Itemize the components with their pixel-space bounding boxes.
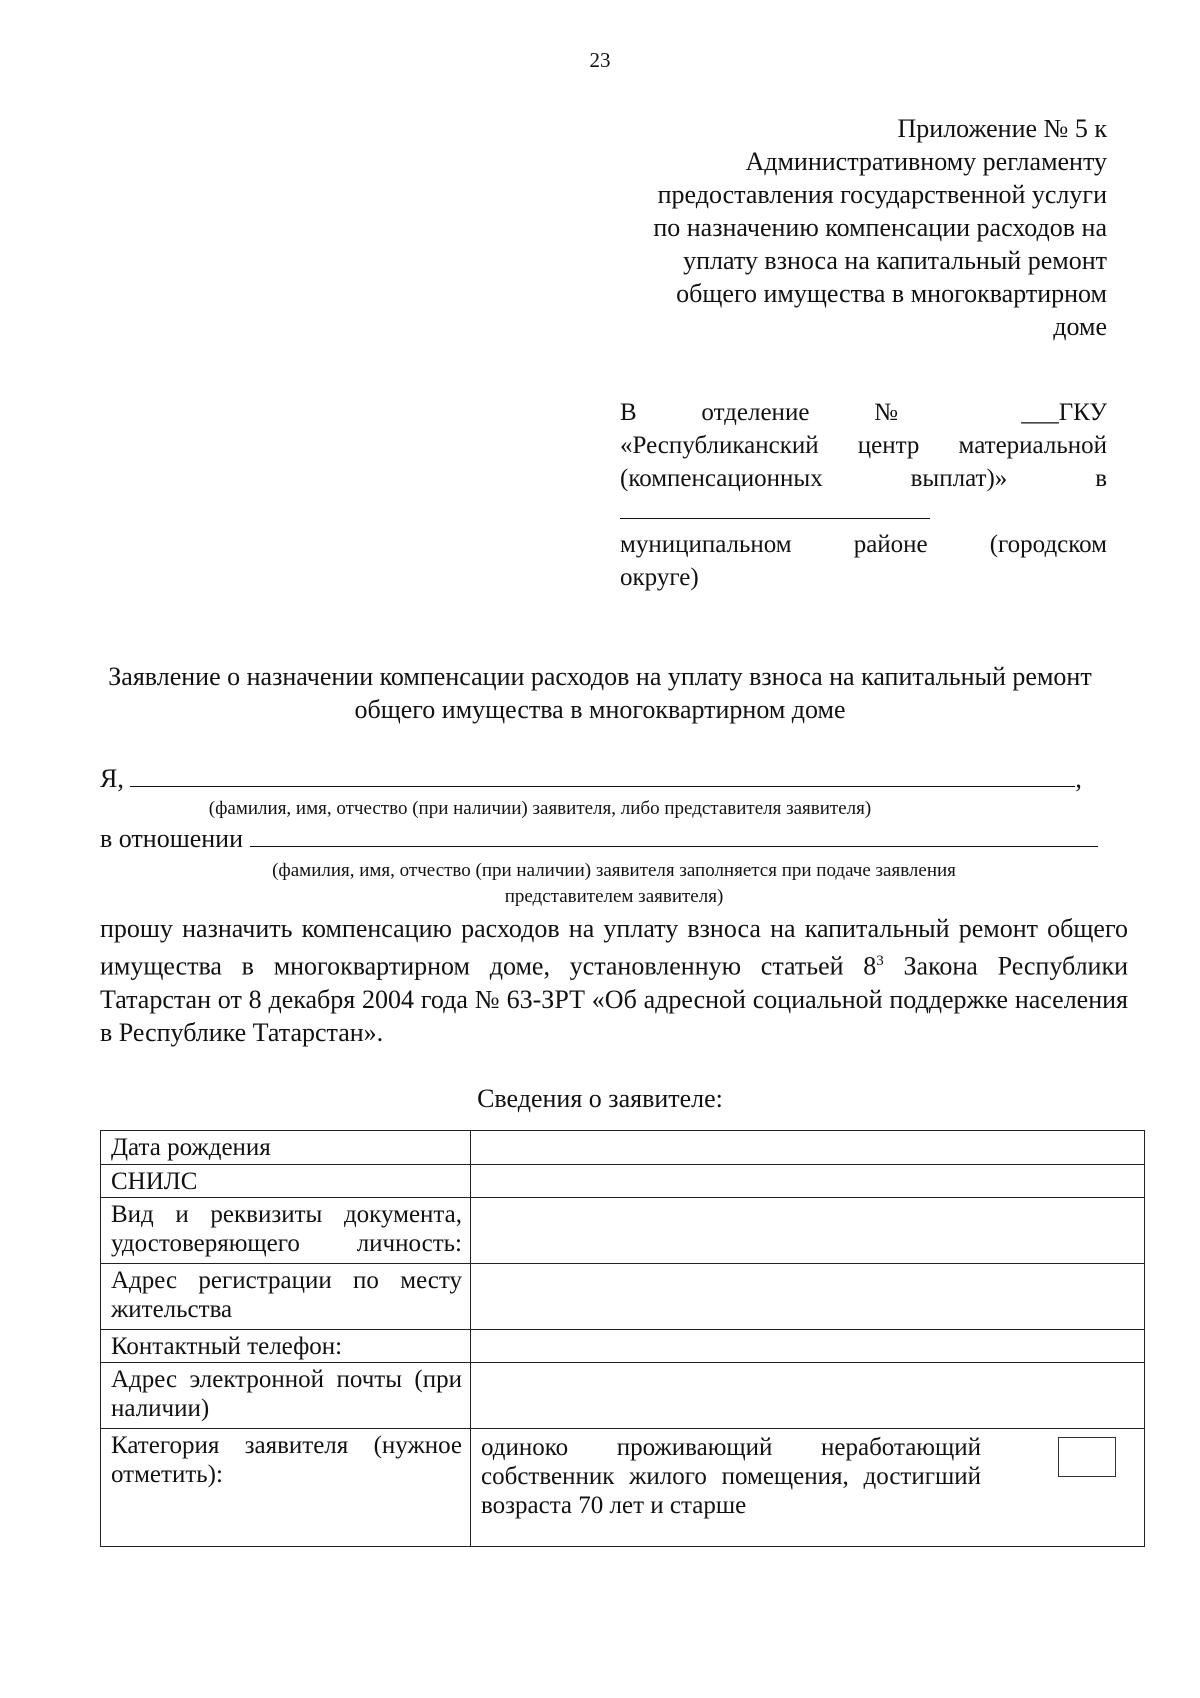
relation-name-blank[interactable] bbox=[250, 824, 1098, 847]
appendix-line: уплату взноса на капитальный ремонт bbox=[683, 246, 1107, 275]
request-superscript: 3 bbox=[876, 953, 884, 969]
addressee-word: № bbox=[874, 399, 957, 426]
addressee-line-5 bbox=[620, 528, 1107, 561]
addressee-word: ___ГКУ bbox=[1021, 399, 1108, 426]
table-row bbox=[101, 1330, 1145, 1363]
category-option-text: одиноко проживающий неработающий собственник жилого помещения, достигший возраста 70 лет и старше bbox=[481, 1434, 981, 1519]
addressee-line-2 bbox=[620, 429, 1107, 462]
applicant-caption: (фамилия, имя, отчество (при наличии) заявителя, либо представителя заявителя) bbox=[208, 798, 872, 819]
relation-caption-line: представителем заявителя) bbox=[504, 886, 724, 907]
addressee-word: центр bbox=[857, 432, 920, 459]
appendix-line: по назначению компенсации расходов на bbox=[653, 213, 1107, 242]
category-cell bbox=[471, 1429, 1145, 1547]
addressee-word: «Республиканский bbox=[620, 432, 819, 459]
addressee-line-1 bbox=[620, 396, 1107, 429]
addressee-word: отделение bbox=[701, 399, 810, 426]
request-text: прошу назначить компенсацию расходов на уплату взноса на капитальный ремонт общего имущества в многоквартирном доме, установленную статьей 8 bbox=[100, 914, 1128, 981]
id-document-label: Вид и реквизиты документа, удостоверяющего личность: bbox=[101, 1198, 471, 1264]
addressee-block bbox=[620, 396, 1107, 594]
addressee-line-6: округе) bbox=[620, 564, 699, 591]
table-row bbox=[101, 1363, 1145, 1429]
table-row bbox=[101, 1198, 1145, 1264]
phone-label: Контактный телефон: bbox=[101, 1330, 471, 1363]
relation-line bbox=[100, 824, 1098, 854]
table-row bbox=[101, 1131, 1145, 1165]
relation-prefix: в отношении bbox=[100, 824, 244, 853]
table-row bbox=[101, 1165, 1145, 1198]
applicant-prefix: Я, bbox=[100, 764, 124, 793]
applicant-name-blank[interactable] bbox=[130, 764, 1075, 787]
document-title: Заявление о назначении компенсации расходов на уплату взноса на капитальный ремонт общего имущества в многоквартирном доме bbox=[108, 662, 1092, 724]
address-field[interactable] bbox=[471, 1264, 1145, 1330]
addressee-word: муниципальном bbox=[620, 531, 792, 558]
addressee-word: (компенсационных bbox=[620, 465, 823, 492]
addressee-word: (городском bbox=[989, 531, 1107, 558]
relation-caption bbox=[100, 858, 1128, 910]
addressee-word: В bbox=[620, 399, 637, 426]
appendix-line: доме bbox=[1053, 312, 1107, 341]
district-blank-line[interactable] bbox=[620, 495, 1107, 528]
address-label: Адрес регистрации по месту жительства bbox=[101, 1264, 471, 1330]
addressee-word: районе bbox=[853, 531, 928, 558]
addressee-word: материальной bbox=[958, 432, 1107, 459]
request-paragraph bbox=[100, 912, 1128, 1049]
applicant-name-line bbox=[100, 764, 1082, 794]
category-checkbox[interactable] bbox=[1058, 1437, 1116, 1477]
birth-date-field[interactable] bbox=[471, 1131, 1145, 1165]
appendix-line: Приложение № 5 к bbox=[897, 114, 1107, 143]
category-label: Категория заявителя (нужное отметить): bbox=[101, 1429, 471, 1547]
addressee-word: в bbox=[1095, 465, 1107, 492]
id-document-field[interactable] bbox=[471, 1198, 1145, 1264]
table-row bbox=[101, 1264, 1145, 1330]
section-title: Сведения о заявителе: bbox=[477, 1084, 723, 1113]
birth-date-label: Дата рождения bbox=[101, 1131, 471, 1165]
table-row bbox=[101, 1429, 1145, 1547]
request-text: Закона Республики Татарстан от 8 декабря 2004 года № 63-ЗРТ «Об адресной социальной поддержке населения в Республике Татарстан». bbox=[100, 951, 1129, 1047]
appendix-line: предоставления государственной услуги bbox=[657, 180, 1107, 209]
district-blank[interactable] bbox=[620, 496, 930, 519]
email-field[interactable] bbox=[471, 1363, 1145, 1429]
appendix-line: Административному регламенту bbox=[745, 147, 1107, 176]
snils-field[interactable] bbox=[471, 1165, 1145, 1198]
applicant-info-table bbox=[100, 1130, 1145, 1547]
phone-field[interactable] bbox=[471, 1330, 1145, 1363]
addressee-word: выплат)» bbox=[910, 465, 1008, 492]
appendix-line: общего имущества в многоквартирном bbox=[676, 279, 1107, 308]
page-number: 23 bbox=[589, 48, 611, 72]
appendix-header bbox=[587, 112, 1107, 343]
relation-caption-line: (фамилия, имя, отчество (при наличии) заявителя заполняется при подаче заявления bbox=[272, 860, 956, 881]
snils-label: СНИЛС bbox=[101, 1165, 471, 1198]
email-label: Адрес электронной почты (при наличии) bbox=[101, 1363, 471, 1429]
applicant-suffix: , bbox=[1075, 764, 1082, 793]
addressee-line-3 bbox=[620, 462, 1107, 495]
